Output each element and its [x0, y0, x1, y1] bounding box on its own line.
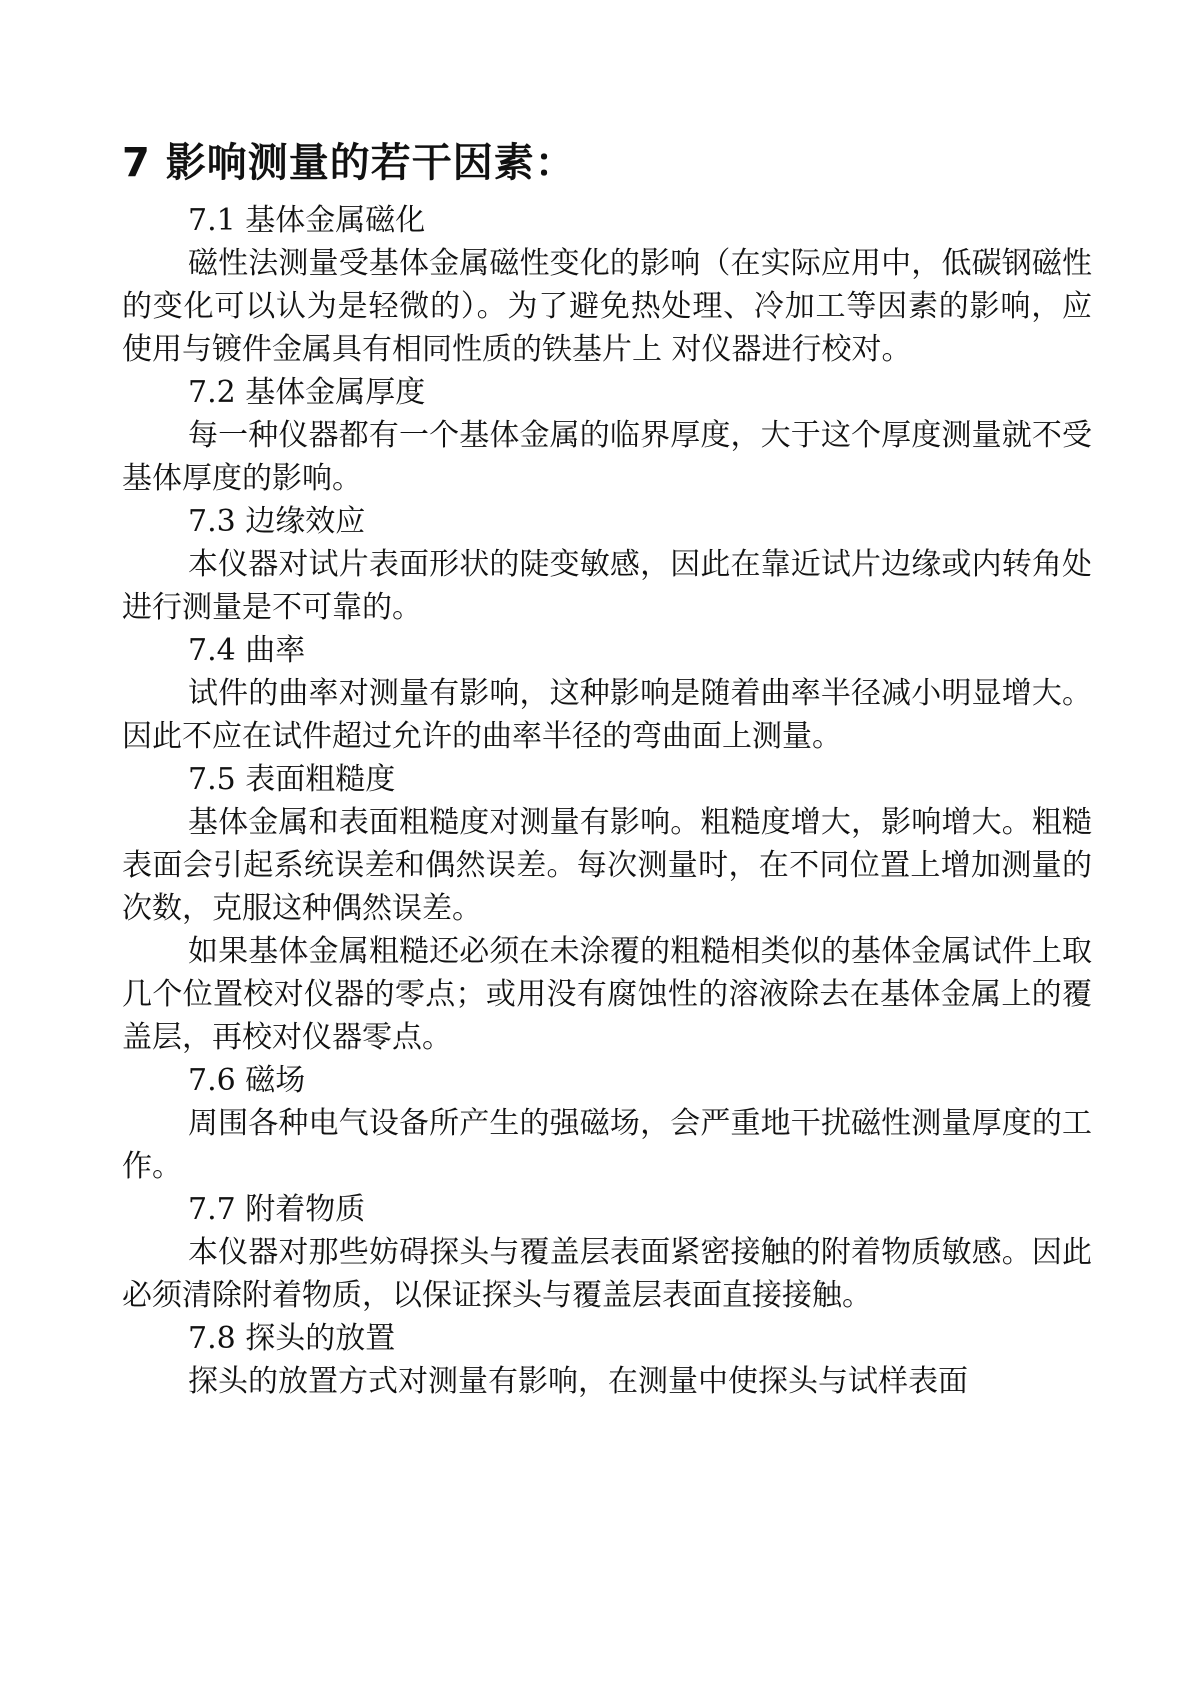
section-7-1	[122, 199, 1092, 371]
section-7-2	[122, 371, 1092, 500]
section-paragraph: 如果基体金属粗糙还必须在未涂覆的粗糙相类似的基体金属试件上取几个位置校对仪器的零点；或用没有腐蚀性的溶液除去在基体金属上的覆盖层，再校对仪器零点。	[122, 934, 1092, 1055]
section-7-3	[122, 500, 1092, 629]
section-heading: 7.2 基体金属厚度	[188, 375, 426, 410]
section-paragraph: 磁性法测量受基体金属磁性变化的影响（在实际应用中，低碳钢磁性的变化可以认为是轻微的）。为了避免热处理、冷加工等因素的影响，应使用与镀件金属具有相同性质的铁基片上 对仪器进行校对。	[122, 246, 1092, 367]
section-heading: 7.4 曲率	[188, 633, 306, 668]
section-7-5	[122, 758, 1092, 1059]
section-heading: 7.6 磁场	[188, 1063, 306, 1098]
section-paragraph: 周围各种电气设备所产生的强磁场，会严重地干扰磁性测量厚度的工作。	[122, 1106, 1092, 1184]
section-heading: 7.7 附着物质	[188, 1192, 366, 1227]
section-paragraph: 试件的曲率对测量有影响，这种影响是随着曲率半径减小明显增大。因此不应在试件超过允许的曲率半径的弯曲面上测量。	[122, 676, 1092, 754]
section-paragraph: 本仪器对试片表面形状的陡变敏感，因此在靠近试片边缘或内转角处进行测量是不可靠的。	[122, 547, 1092, 625]
section-7-4	[122, 629, 1092, 758]
section-paragraph: 基体金属和表面粗糙度对测量有影响。粗糙度增大，影响增大。粗糙表面会引起系统误差和偶然误差。每次测量时，在不同位置上增加测量的次数，克服这种偶然误差。	[122, 805, 1092, 926]
section-paragraph: 本仪器对那些妨碍探头与覆盖层表面紧密接触的附着物质敏感。因此必须清除附着物质，以保证探头与覆盖层表面直接接触。	[122, 1235, 1092, 1313]
section-heading: 7.8 探头的放置	[188, 1321, 396, 1356]
section-heading: 7.3 边缘效应	[188, 504, 366, 539]
section-7-7	[122, 1188, 1092, 1317]
page-title: 7 影响测量的若干因素：	[122, 140, 576, 186]
section-heading: 7.1 基体金属磁化	[188, 203, 426, 238]
section-paragraph: 探头的放置方式对测量有影响，在测量中使探头与试样表面	[188, 1364, 968, 1399]
section-7-6	[122, 1059, 1092, 1188]
section-7-8	[122, 1317, 1092, 1403]
section-paragraph: 每一种仪器都有一个基体金属的临界厚度，大于这个厚度测量就不受基体厚度的影响。	[122, 418, 1092, 496]
document-page	[122, 135, 1092, 1403]
section-heading: 7.5 表面粗糙度	[188, 762, 396, 797]
